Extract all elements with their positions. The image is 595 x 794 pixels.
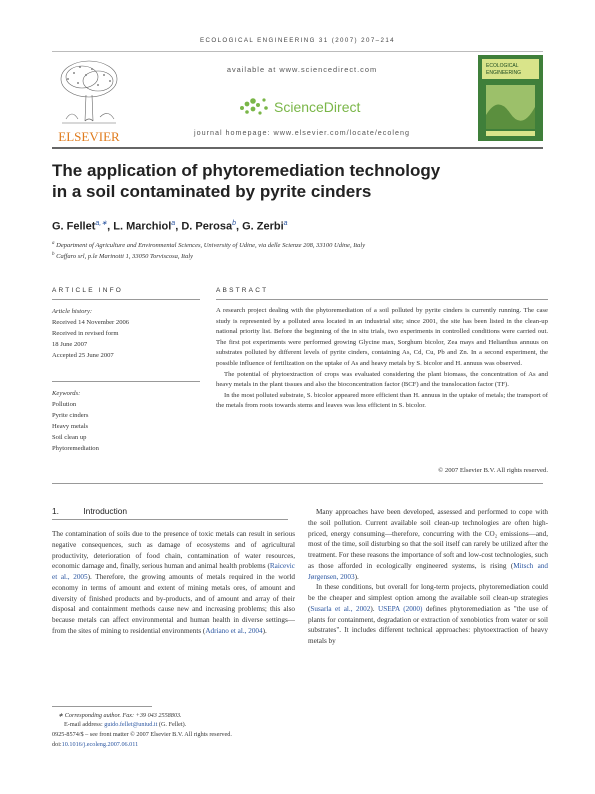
sciencedirect-wordmark: ScienceDirect bbox=[274, 99, 361, 115]
author-sup: b bbox=[232, 220, 236, 227]
banner-rule bbox=[52, 147, 543, 149]
keyword-item: Phytoremediation bbox=[52, 445, 99, 452]
abstract-heading: ABSTRACT bbox=[216, 287, 269, 294]
affiliation-b-text: Caffaro srl, p.le Marinotti 1, 33050 Torviscosa, Italy bbox=[56, 253, 194, 261]
keywords-label bbox=[52, 389, 80, 400]
author[interactable]: G. Fellet bbox=[52, 220, 96, 233]
text-run: ). bbox=[354, 572, 359, 581]
revised-label: Received in revised form bbox=[52, 330, 119, 337]
affiliation-b: $^b$ Caffaro srl, p.le Marinotti 1, 33050 Torviscosa, Italy bbox=[52, 252, 194, 261]
abstract-paragraph: In the most polluted substrate, S. bicolor appeared more efficient than H. annuus in the uptake of metals; the transport of the metals from roots towards stems and leaves was less efficient in S. bicolor. bbox=[216, 391, 548, 410]
author-separator: , bbox=[235, 220, 243, 233]
cover-title-line2: ENGINEERING bbox=[486, 70, 522, 76]
received-date: Received 14 November 2006 bbox=[52, 319, 130, 326]
body-paragraph bbox=[308, 582, 548, 647]
journal-citation-header: ECOLOGICAL ENGINEERING 31 (2007) 207–214 bbox=[199, 37, 396, 44]
email-suffix: (G. Fellet). bbox=[157, 721, 187, 728]
abstract-paragraph: A research project dealing with the phytoremediation of a soil polluted by pyrite cinders is currently running. The case study is represented by a polluted area located in an industrial site; since 2001, the site has been listed in the clean-up national priority list. Before the beginning of the in situ trials, two experiments in controlled conditions were carried out. The first pot experiments were performed growing Glycine max, Sorghum bicolor, Zea mays and Helianthus annuus on substrates polluted by different levels of pyrite cinders, containing As, Cd, Cu, Pb and Zn. In a second experiment, the possible influence of fertilization on the uptake of As and heavy metals by S. bicolor and H. annuus was observed. bbox=[216, 307, 548, 367]
sciencedirect-logo[interactable] bbox=[236, 92, 376, 122]
text-run: ). Therefore, the growing amounts of metals required in the world economy in terms of amount and extent of mining metals ores, of amount and diversity of finished products and by-products, and of amount and array of their disposal and containment methods cause new and increasing problems; this also because metals can affect environmental and human health in diverse settings—from the sites of mining to residential environments ( bbox=[52, 573, 295, 635]
doi-link[interactable]: 10.1016/j.ecoleng.2007.06.011 bbox=[61, 741, 139, 748]
abstract-body bbox=[216, 306, 548, 412]
section-number: 1. bbox=[52, 506, 59, 516]
available-at-line: available at www.sciencedirect.com bbox=[226, 65, 378, 74]
journal-cover-icon bbox=[478, 55, 543, 141]
cover-title-line1: ECOLOGICAL bbox=[486, 63, 519, 69]
journal-homepage-line[interactable]: journal homepage: www.elsevier.com/locate/ecoleng bbox=[193, 128, 410, 137]
elsevier-tree-icon bbox=[52, 55, 126, 145]
author-list bbox=[52, 219, 543, 233]
accepted-date: Accepted 25 June 2007 bbox=[52, 352, 114, 359]
copyright-notice: © 2007 Elsevier B.V. All rights reserved. bbox=[438, 467, 548, 474]
author[interactable]: L. Marchiol bbox=[113, 220, 172, 233]
header-rule bbox=[52, 51, 543, 52]
email-label: E-mail address: bbox=[64, 721, 105, 728]
citation-link[interactable]: USEPA (2000) bbox=[378, 604, 423, 613]
text-run: The contamination of soils due to the presence of toxic metals can result in serious negative consequences, such as damage of ecosystems and of agricultural productivity, deterioration of food chain, contamination of water resources, economic damage and, finally, serious human and animal health problems ( bbox=[52, 530, 295, 571]
title-line-2: in a soil contaminated by pyrite cinders bbox=[52, 182, 372, 201]
right-column-text bbox=[308, 507, 548, 647]
body-paragraph bbox=[308, 507, 548, 582]
history-label bbox=[52, 307, 92, 318]
elsevier-wordmark: ELSEVIER bbox=[58, 129, 120, 144]
revised-date: 18 June 2007 bbox=[52, 341, 88, 348]
author-sup: a bbox=[283, 220, 288, 227]
author-separator: , bbox=[175, 220, 182, 233]
keyword-item: Heavy metals bbox=[52, 423, 89, 430]
keyword-item: Soil clean up bbox=[52, 434, 87, 441]
author[interactable]: G. Zerbi bbox=[242, 220, 284, 233]
section-title: Introduction bbox=[83, 506, 128, 516]
article-info-heading: ARTICLE INFO bbox=[52, 287, 124, 294]
abstract-rule bbox=[216, 299, 548, 300]
text-run: Many approaches have been developed, assessed and performed to cope with the soil pollution. Current available soil clean-up technologies are often high-priced, energy consuming—therefore, concurring with the CO₂ emissions—and, most of the time, soil disturbing so that the soil itself can rarely be utilized after the treatment. For these reasons the importance of soft and low-cost technologies, such as those afforded in ecologically engineered systems, is rising ( bbox=[308, 508, 548, 570]
text-run: defines phytoremediation as "the use of plants for containment, degradation or extraction of xenobiotics from water or soil substrates". It includes different technical approaches: phytoextraction of heavy metals by bbox=[308, 604, 548, 645]
issn-line: 0925-8574/$ – see front matter © 2007 Elsevier B.V. All rights reserved. bbox=[52, 731, 232, 738]
citation-link[interactable]: Susarla et al., 2002 bbox=[310, 604, 371, 613]
author[interactable]: D. Perosa bbox=[181, 220, 233, 233]
body-paragraph bbox=[52, 529, 295, 637]
article-info-rule bbox=[52, 299, 200, 300]
keyword-item: Pyrite cinders bbox=[52, 412, 89, 419]
corresponding-author-note bbox=[58, 712, 182, 719]
author-separator: , bbox=[107, 220, 114, 233]
author-sup: a,∗ bbox=[95, 220, 108, 227]
affiliation-a-text: Department of Agriculture and Environmental Sciences, University of Udine, via delle Scienze 208, 33100 Udine, Italy bbox=[56, 242, 366, 250]
author-sup: a bbox=[171, 220, 176, 227]
keywords-rule bbox=[52, 381, 200, 382]
email-note bbox=[64, 721, 186, 728]
article-title bbox=[52, 160, 543, 202]
elsevier-logo[interactable] bbox=[52, 55, 126, 145]
sciencedirect-dots-icon bbox=[236, 92, 376, 122]
affiliation-a: $^a$ Department of Agriculture and Environmental Sciences, University of Udine, via delle Scienze 208, 33100 Udine, Italy bbox=[52, 241, 366, 250]
citation-link[interactable]: Raicevic et al., 2005 bbox=[52, 562, 295, 581]
abstract-bottom-rule bbox=[52, 483, 543, 484]
doi-label: doi: bbox=[52, 741, 62, 748]
section-heading-rule bbox=[52, 519, 288, 520]
text-run: In these conditions, but overall for long-term projects, phytoremediation could be the cheaper and simplest option among the available soil clean-up strategies ( bbox=[308, 583, 548, 613]
history-label-text: Article history: bbox=[52, 308, 93, 315]
footnote-rule bbox=[52, 706, 152, 707]
doi-line bbox=[52, 741, 138, 748]
keywords-label-text: Keywords: bbox=[52, 390, 81, 397]
left-column-text bbox=[52, 529, 295, 637]
text-run: ). bbox=[370, 604, 379, 613]
keyword-item: Pollution bbox=[52, 401, 77, 408]
citation-link[interactable]: Adriano et al., 2004 bbox=[205, 626, 263, 635]
email-link[interactable]: guido.fellet@uniud.it bbox=[104, 721, 158, 728]
title-line-1: The application of phytoremediation technology bbox=[52, 161, 441, 180]
citation-link[interactable]: Mitsch and Jørgensen, 2003 bbox=[308, 561, 549, 581]
journal-cover-image[interactable] bbox=[478, 55, 543, 141]
text-run: ). bbox=[262, 626, 267, 635]
abstract-paragraph: The potential of phytoextraction of crops was evaluated considering the plant biomass, the concentration of As and heavy metals in the plant tissues and also the bioconcentration factor (BCF) and the translocation factor (TF). bbox=[216, 370, 548, 389]
corresponding-author-text: ∗ Corresponding author. Fax: +39 043 2558803. bbox=[58, 712, 182, 719]
section-heading bbox=[52, 506, 252, 516]
